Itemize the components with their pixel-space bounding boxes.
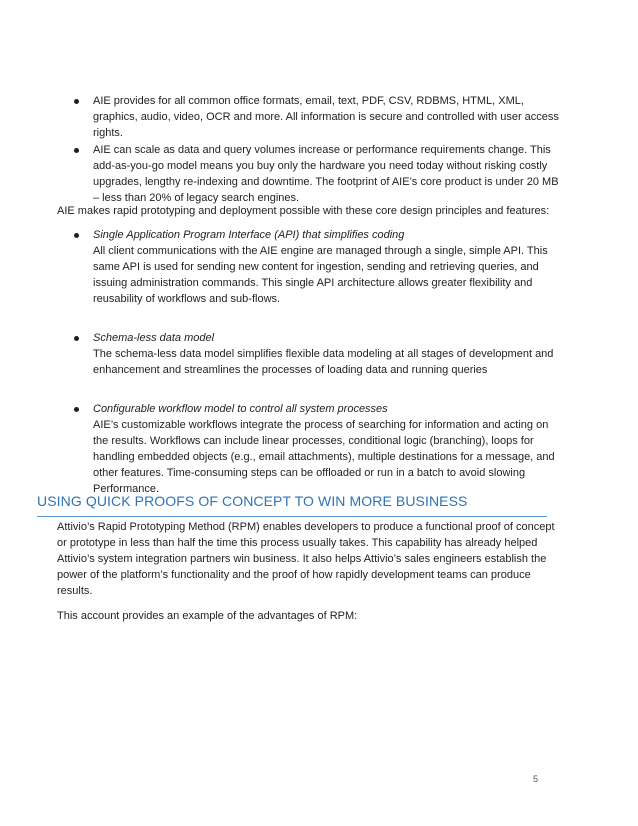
feature-title: Single Application Program Interface (API) that simplifies coding	[93, 229, 405, 241]
feature-item-workflow	[69, 401, 559, 497]
intro-paragraph: AIE makes rapid prototyping and deployment possible with these core design principles and features:	[57, 205, 550, 217]
bullet-icon	[74, 99, 79, 104]
page-number: 5	[533, 774, 539, 784]
section-heading: USING QUICK PROOFS OF CONCEPT TO WIN MORE BUSINESS	[37, 491, 547, 517]
section-paragraph: This account provides an example of the advantages of RPM:	[57, 610, 358, 622]
section-paragraph: Attivio’s Rapid Prototyping Method (RPM) enables developers to produce a functional proof of concept or prototype in less than half the time this process usually takes. This capability has already helped Attivio’s system integration partners win business. It also helps Attivio’s sales engineers establish the power of the platform’s functionality and the proof of how rapidly development teams can produce results.	[57, 521, 555, 597]
capability-bullet-list	[69, 93, 559, 207]
bullet-icon	[74, 233, 79, 238]
feature-item-schema	[69, 330, 559, 378]
feature-title: Schema-less data model	[93, 332, 215, 344]
feature-body: All client communications with the AIE engine are managed through a single, simple API. This same API is used for sending new content for ingestion, sending and retrieving queries, and issuing administration commands. This single API architecture allows greater flexibility and reusability of workflows and sub-flows.	[93, 245, 548, 305]
bullet-icon	[74, 148, 79, 153]
feature-title: Configurable workflow model to control all system processes	[93, 403, 388, 415]
bullet-icon	[74, 336, 79, 341]
list-item	[69, 142, 559, 206]
feature-item-api	[69, 227, 559, 307]
list-item	[69, 93, 559, 141]
bullet-text: AIE provides for all common office formats, email, text, PDF, CSV, RDBMS, HTML, XML, graphics, audio, video, OCR and more. All information is secure and controlled with user access rights.	[93, 95, 559, 139]
bullet-text: AIE can scale as data and query volumes increase or performance requirements change. This add-as-you-go model means you buy only the hardware you need today without risking costly upgrades, lengthy re-indexing and downtime. The footprint of AIE’s core product is under 20 MB – less than 20% of legacy search engines.	[93, 144, 559, 204]
feature-body: The schema-less data model simplifies flexible data modeling at all stages of development and enhancement and streamlines the processes of loading data and running queries	[93, 348, 554, 376]
bullet-icon	[74, 407, 79, 412]
feature-body: AIE’s customizable workflows integrate the process of searching for information and acting on the results. Workflows can include linear processes, conditional logic (branching), loops for handling embedded objects (e.g., email attachments), multiple destinations for a message, and other features. Time-consuming steps can be offloaded or run in a batch to avoid slowing Performance.	[93, 419, 555, 495]
feature-list	[69, 227, 559, 497]
